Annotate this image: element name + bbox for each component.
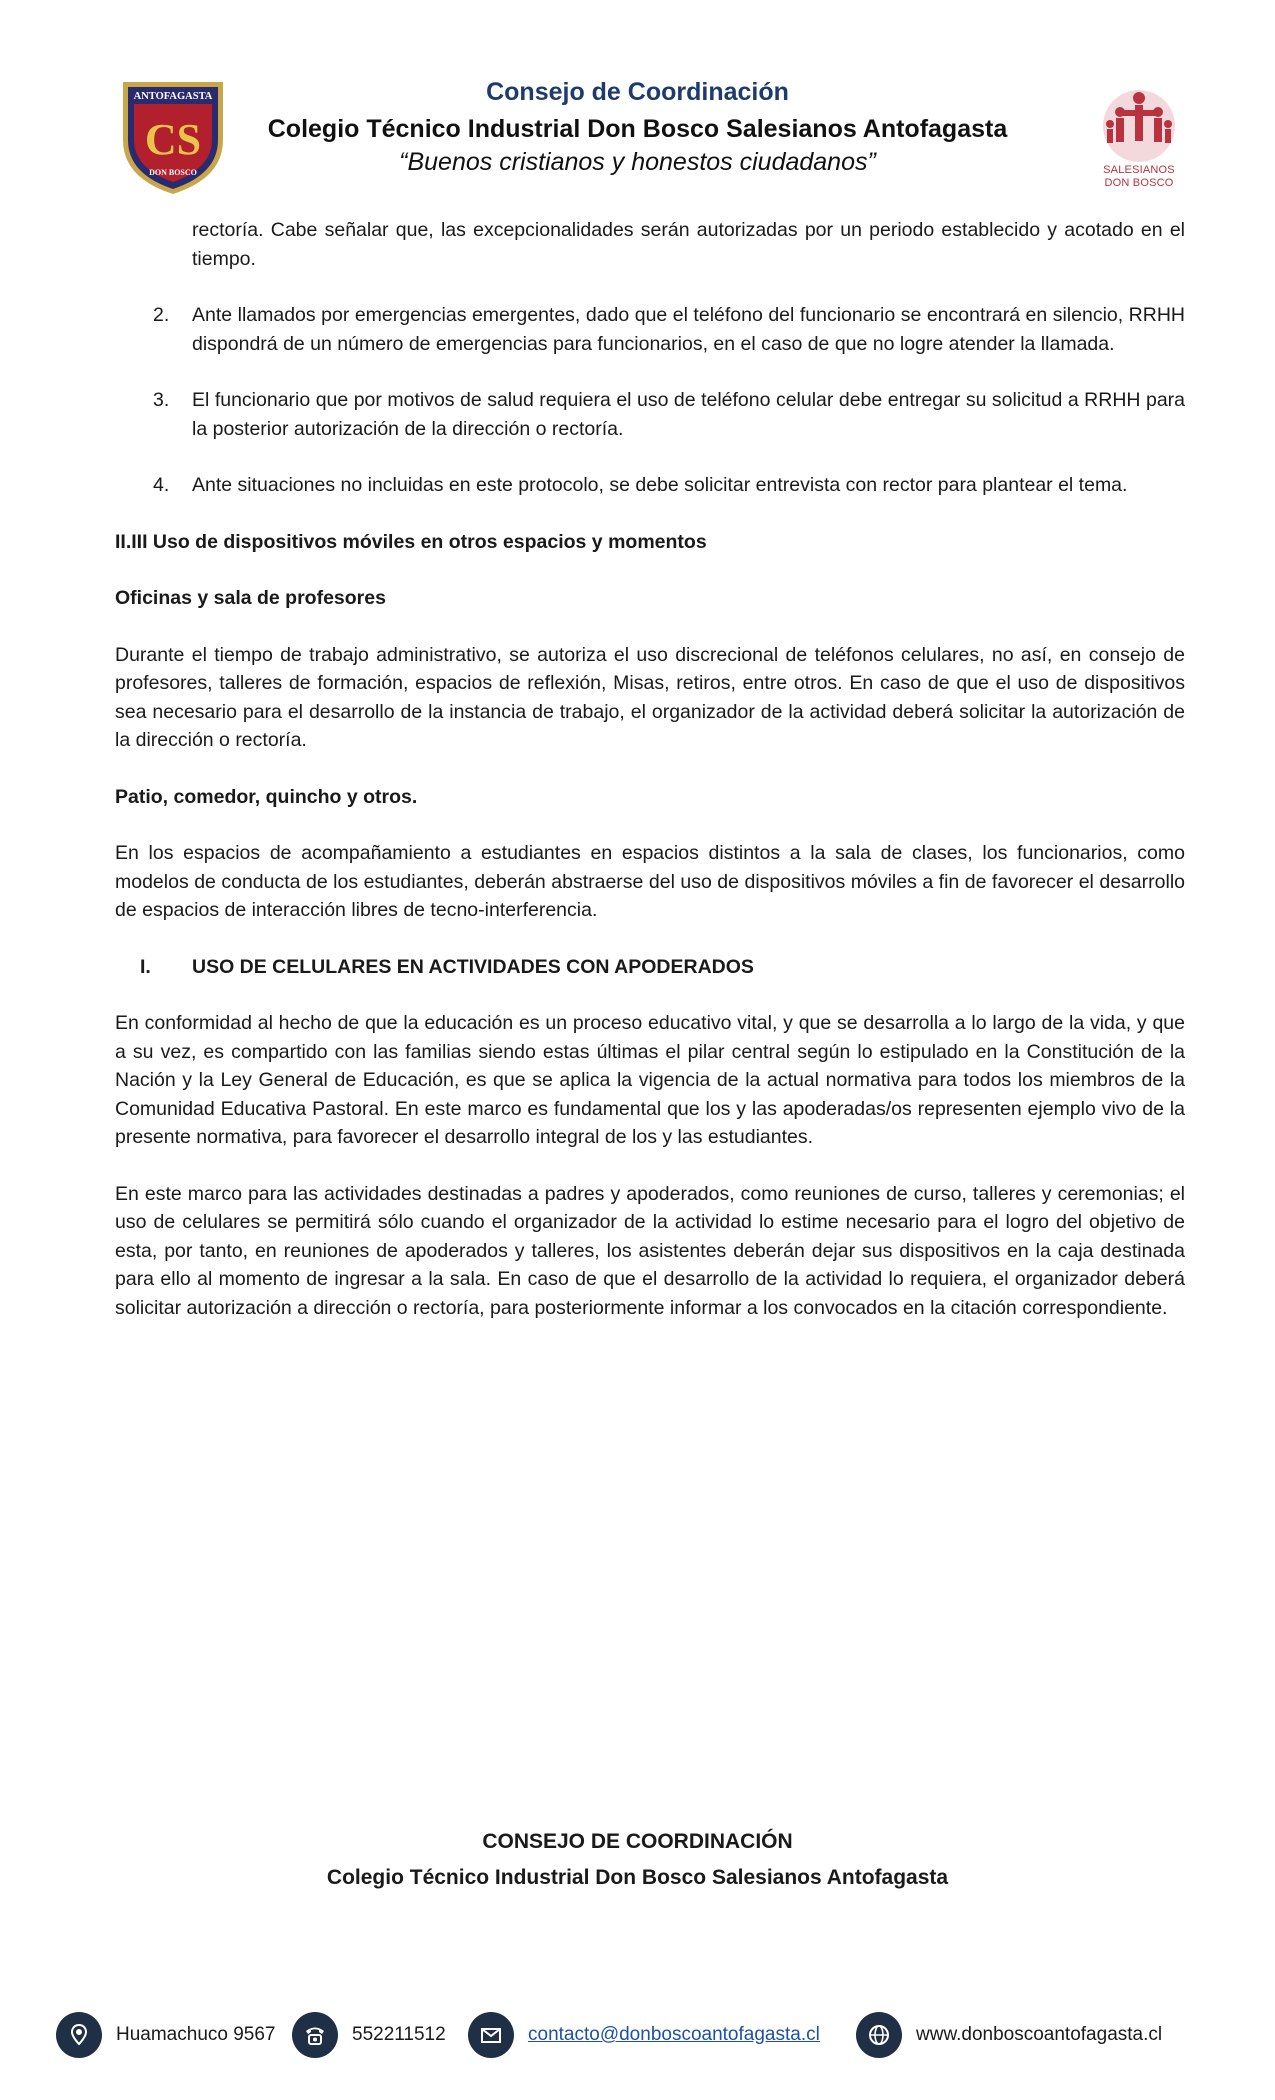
location-pin-icon	[56, 2012, 102, 2058]
website-contact	[856, 2010, 1162, 2060]
school-motto: “Buenos cristianos y honestos ciudadanos”	[399, 148, 876, 176]
list-item-text: El funcionario que por motivos de salud requiera el uso de teléfono celular debe entregar su solicitud a RRHH para la posterior autorización de la dirección o rectoría.	[192, 389, 1185, 440]
list-item-text: Ante situaciones no incluidas en este protocolo, se debe solicitar entrevista con rector para plantear el tema.	[192, 474, 1128, 496]
website-text[interactable]: www.donboscoantofagasta.cl	[916, 2024, 1163, 2045]
list-number: 4.	[153, 474, 170, 496]
roman-section-heading	[115, 953, 1185, 982]
svg-text:DON BOSCO: DON BOSCO	[149, 168, 197, 177]
salesianos-logo-line1: SALESIANOS	[1103, 164, 1175, 176]
list-item-3	[115, 386, 1185, 443]
email-link[interactable]: contacto@donboscoantofagasta.cl	[528, 2024, 820, 2045]
roman-numeral: I.	[140, 955, 151, 978]
svg-text:CS: CS	[144, 115, 202, 164]
phone-contact	[292, 2010, 446, 2060]
list-number: 3.	[153, 389, 170, 411]
paragraph-patio: En los espacios de acompañamiento a estudiantes en espacios distintos a la sala de clases, los funcionarios, como modelos de conducta de los estudiantes, deberán abstraerse del uso de dispositivos móviles a fin de favorecer el desarrollo de espacios de interacción libres de tecno-interferencia.	[115, 842, 1185, 921]
continuation-text: rectoría. Cabe señalar que, las excepcionalidades serán autorizadas por un periodo establecido y acotado en el tiempo.	[192, 219, 1185, 270]
document-body	[115, 216, 1185, 1322]
footer-council-title: CONSEJO DE COORDINACIÓN	[482, 1830, 793, 1853]
footer-school-name: Colegio Técnico Industrial Don Bosco Salesianos Antofagasta	[326, 1866, 949, 1889]
subsection-heading-offices: Oficinas y sala de profesores	[115, 587, 386, 609]
email-contact	[468, 2010, 820, 2060]
telephone-icon	[292, 2012, 338, 2058]
list-number: 2.	[153, 304, 170, 326]
list-item-2	[115, 301, 1185, 358]
phone-text: 552211512	[352, 2024, 446, 2045]
salesianos-logo-line2: DON BOSCO	[1104, 177, 1174, 189]
council-title: Consejo de Coordinación	[486, 78, 789, 106]
list-item-4	[115, 471, 1185, 500]
salesianos-logo	[1098, 86, 1180, 196]
page-header	[0, 0, 1275, 210]
svg-text:ANTOFAGASTA: ANTOFAGASTA	[133, 91, 213, 102]
envelope-icon	[468, 2012, 514, 2058]
globe-icon	[856, 2012, 902, 2058]
address-contact	[56, 2010, 276, 2060]
subsection-heading-patio: Patio, comedor, quincho y otros.	[115, 785, 418, 808]
school-name: Colegio Técnico Industrial Don Bosco Salesianos Antofagasta	[267, 115, 1008, 143]
paragraph-actividades: En este marco para las actividades destinadas a padres y apoderados, como reuniones de curso, talleres y ceremonias; el uso de celulares se permitirá sólo cuando el organizador de la actividad lo estime necesario para el logro del objetivo de esta, por tanto, en reuniones de apoderados y talleres, los asistentes deberán dejar sus dispositivos en la caja destinada para ello al momento de ingresar a la sala. En caso de que el desarrollo de la actividad lo requiera, el organizador deberá solicitar autorización a dirección o rectoría, para posteriormente informar a los convocados en la citación correspondiente.	[115, 1182, 1185, 1319]
section-heading: II.III Uso de dispositivos móviles en otros espacios y momentos	[115, 530, 707, 553]
paragraph-offices: Durante el tiempo de trabajo administrativo, se autoriza el uso discrecional de teléfonos celulares, no así, en consejo de profesores, talleres de formación, espacios de reflexión, Misas, retiros, entre otros. En caso de que el uso de dispositivos sea necesario para el desarrollo de la instancia de trabajo, el organizador de la actividad deberá solicitar la autorización de la dirección o rectoría.	[115, 643, 1185, 751]
paragraph-conformidad: En conformidad al hecho de que la educación es un proceso educativo vital, y que se desarrolla a lo largo de la vida, y que a su vez, es compartido con las familias siendo estas últimas el pilar central según lo estipulado en la Constitución de la Nación y la Ley General de Educación, es que se aplica la vigencia de la actual normativa para todos los miembros de la Comunidad Educativa Pastoral. En este marco es fundamental que los y las apoderadas/os representen ejemplo vivo de la presente normativa, para favorecer el desarrollo integral de los y las estudiantes.	[115, 1012, 1185, 1148]
roman-heading-text: USO DE CELULARES EN ACTIVIDADES CON APODERADOS	[192, 955, 754, 978]
list-item-text: Ante llamados por emergencias emergentes, dado que el teléfono del funcionario se encontrará en silencio, RRHH dispondrá de un número de emergencias para funcionarios, en el caso de que no logre atender la llamada.	[192, 304, 1185, 355]
address-text: Huamachuco 9567	[116, 2024, 276, 2045]
